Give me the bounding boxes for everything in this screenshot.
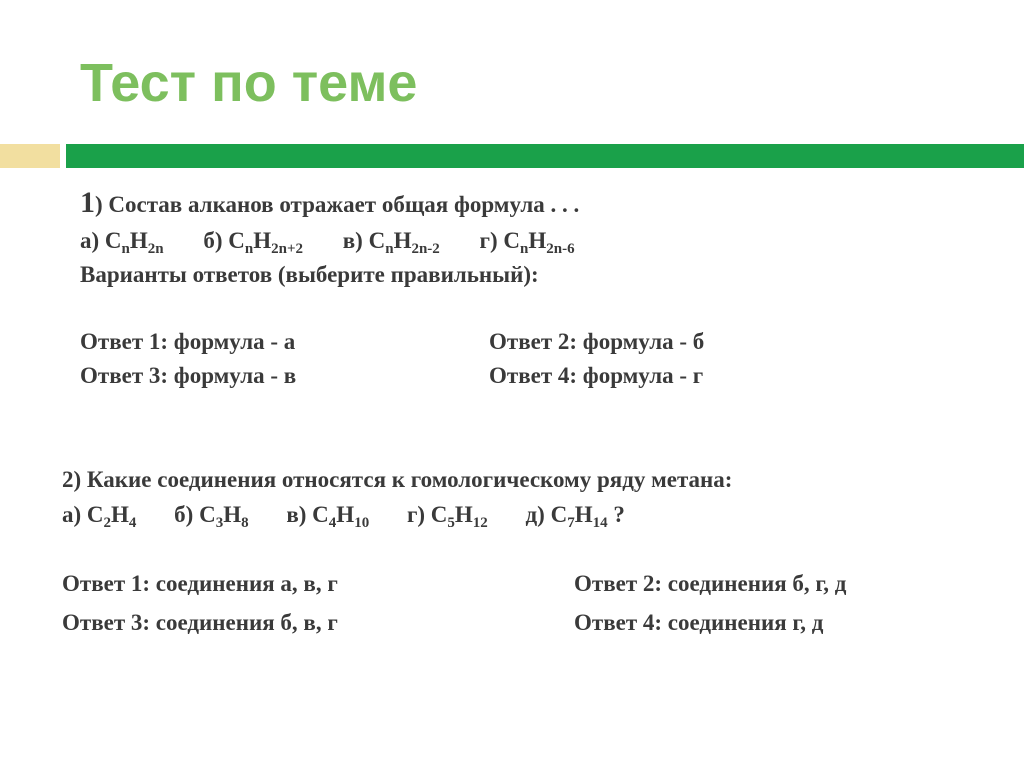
q1-answer-4[interactable]: Ответ 4: формула - г: [489, 363, 704, 388]
question-1-label: ) Состав алканов отражает общая формула . . .: [95, 192, 580, 217]
q2-option-e: д) $C_7H_{14}$ ?: [525, 502, 625, 531]
q1-answer-1[interactable]: Ответ 1: формула - а: [80, 329, 296, 354]
question-1-number: 1: [80, 186, 95, 219]
q1-option-b: б) $C_nH_{2n+2}$: [203, 228, 304, 257]
q2-option-d: г) $C_5H_{12}$: [406, 502, 488, 531]
q1-option-c: в) $C_nH_{2n-2}$: [342, 228, 440, 257]
q2-option-a: а) $C_2H_4$: [62, 502, 137, 531]
q2-answer-4[interactable]: Ответ 4: соединения г, д: [574, 610, 824, 635]
question-1-text: [80, 188, 579, 220]
q1-option-a: а) $C_nH_{2n}$: [80, 228, 164, 257]
question-2-options: [62, 500, 657, 530]
q1-answer-3[interactable]: Ответ 3: формула - в: [80, 363, 297, 388]
q2-answer-3[interactable]: Ответ 3: соединения б, в, г: [62, 610, 338, 635]
question-1-hint: Варианты ответов (выберите правильный):: [80, 262, 539, 287]
q1-option-d: г) $C_nH_{2n-6}$: [479, 228, 575, 257]
question-1-options: [80, 226, 575, 256]
q1-answer-2[interactable]: Ответ 2: формула - б: [489, 329, 705, 354]
accent-bar-right: [66, 144, 1024, 168]
slide-title: Тест по теме: [80, 53, 418, 113]
q2-answer-2[interactable]: Ответ 2: соединения б, г, д: [574, 571, 847, 596]
accent-bar-left: [0, 144, 60, 168]
q2-option-b: б) $C_3H_8$: [174, 502, 249, 531]
question-2-text: 2) Какие соединения относятся к гомологическому ряду метана:: [62, 467, 733, 492]
q2-option-c: в) $C_4H_{10}$: [286, 502, 370, 531]
q2-answer-1[interactable]: Ответ 1: соединения а, в, г: [62, 571, 338, 596]
